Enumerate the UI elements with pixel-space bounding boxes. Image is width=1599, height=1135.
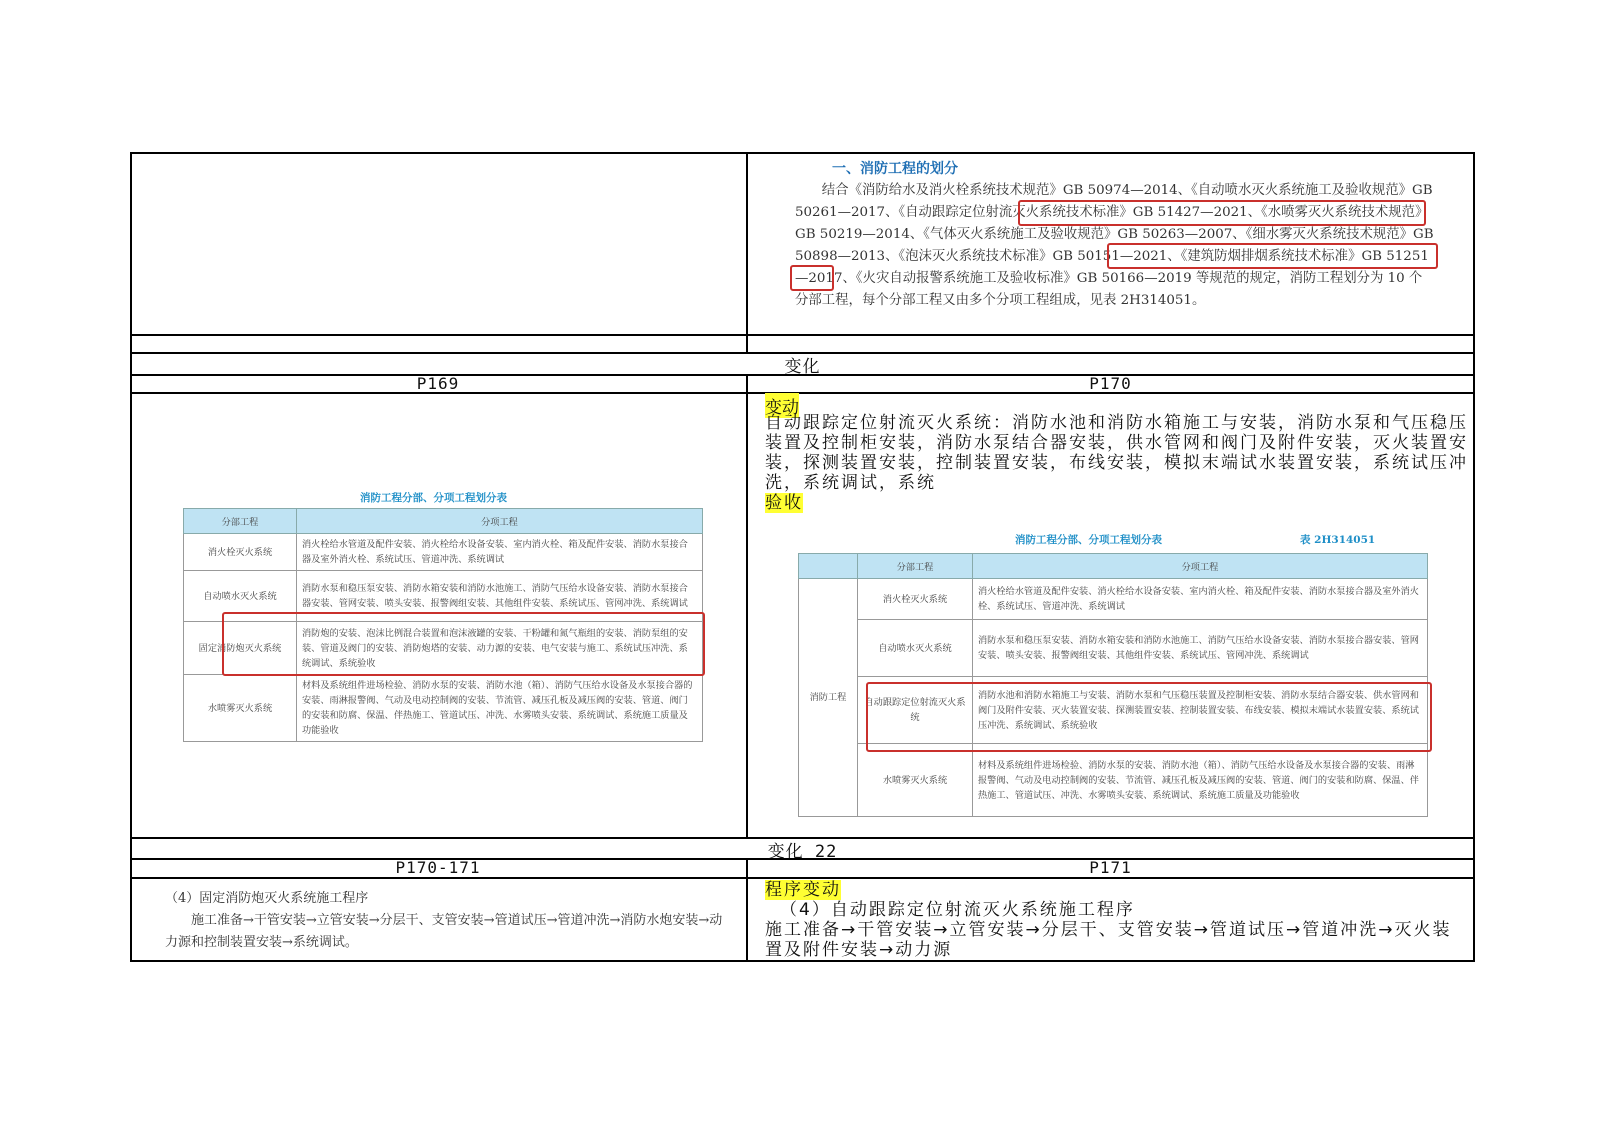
division-name: 自动喷水灭火系统 [184, 571, 297, 622]
right-table-number: 表 2H314051 [1300, 534, 1376, 546]
left-page-ref: P169 [416, 374, 460, 393]
group-name: 消防工程 [799, 579, 858, 817]
table-header: 分项工程 [297, 509, 703, 534]
subitems: 消防水泵和稳压泵安装、消防水箱安装和消防水池施工、消防气压给水设备安装、消防水泵接合器安装、管网安装、喷头安装、报警阀组安装、其他组件安装、系统试压、管网冲洗、系统调试 [297, 571, 703, 622]
division-name: 水喷雾灭火系统 [184, 675, 297, 742]
table-row [184, 534, 703, 571]
new-procedure [765, 880, 1470, 960]
change-heading: 变化 22 [767, 842, 838, 862]
left-page-ref: P170-171 [395, 858, 481, 877]
procedure-change-label: 程序变动 [765, 880, 841, 900]
highlight-box [790, 265, 834, 291]
change-text-end: 验收 [765, 493, 803, 513]
highlight-box [1018, 200, 1426, 226]
section-title: 一、消防工程的划分 [832, 161, 958, 177]
column-divider [746, 374, 748, 839]
standards-paragraph: 结合《消防给水及消火栓系统技术规范》GB 50974—2014、《自动喷水灭火系统施工及验收规范》GB 50261—2017、《自动跟踪定位射流灭火系统技术标准》GB 51427—2021、《水喷雾灭火系统技术规范》GB 50219—2014、《气体灭火系统施工及验收规范》GB 50263—2007、《细水雾灭火系统技术规范》GB 50898—2013、《泡沫灭火系统技术标准》GB 50151—2021、《建筑防烟排烟系统技术标准》GB 51251—2017、《火灾自动报警系统施工及验收标准》GB 50166—2019 等规范的规定，消防工程划分为 10 个分部工程，每个分部工程又由多个分项工程组成，见表 2H314051。 [795, 183, 1434, 308]
right-page-ref: P170 [1089, 374, 1132, 393]
division-name: 消火栓灭火系统 [858, 579, 973, 620]
table-row [799, 579, 1428, 620]
table-row [799, 744, 1428, 817]
change-label: 变动 [765, 393, 799, 418]
change-heading: 变化 [784, 357, 821, 377]
table-header: 分部工程 [858, 554, 973, 579]
subitems: 消防水池和消防水箱施工与安装、消防水泵和气压稳压装置及控制柜安装、消防水泵结合器安装、供水管网和阀门及附件安装、灭火装置安装、探测装置安装、控制装置安装、布线安装、模拟末端试水装置安装、系统试压冲洗、系统调试、系统验收 [973, 677, 1428, 744]
subitems: 材料及系统组件进场检验、消防水泵的安装、消防水池（箱）、消防气压给水设备及水泵接合器的安装、雨淋报警阀、气动及电动控制阀的安装、节流管、减压孔板及减压阀的安装、管道、阀门的安装和防腐、保温、伴热施工、管道试压、冲洗、水雾喷头安装、系统调试、系统施工质量及功能验收 [297, 675, 703, 742]
old-procedure [165, 888, 725, 954]
highlight-box [866, 682, 1432, 752]
subitems: 消防炮的安装、泡沫比例混合装置和泡沫液罐的安装、干粉罐和氮气瓶组的安装、消防泵组的安装、管道及阀门的安装、消防炮塔的安装、动力源的安装、电气安装与施工、系统试压冲洗、系统调试、系统验收 [297, 622, 703, 675]
subitems: 材料及系统组件进场检验、消防水泵的安装、消防水池（箱）、消防气压给水设备及水泵接合器的安装、雨淋报警阀、气动及电动控制阀的安装、节流管、减压孔板及减压阀的安装、管道、阀门的安装和防腐、保温、伴热施工、管道试压、冲洗、水雾喷头安装、系统调试、系统施工质量及功能验收 [973, 744, 1428, 817]
highlight-box [222, 612, 705, 676]
division-name: 水喷雾灭火系统 [858, 744, 973, 817]
division-name: 自动跟踪定位射流灭火系统 [858, 677, 973, 744]
change-description [765, 413, 1470, 513]
table-top-border [130, 152, 1475, 154]
highlight-box [1107, 243, 1438, 269]
row-divider [130, 334, 1475, 336]
left-table-title: 消防工程分部、分项工程划分表 [360, 492, 507, 504]
row-divider [130, 877, 1475, 879]
table-row [799, 620, 1428, 677]
procedure-text: 施工准备→干管安装→立管安装→分层干、支管安装→管道试压→管道冲洗→灭火装置及附件安装→动力源 [765, 920, 1452, 960]
table-header: 分项工程 [973, 554, 1428, 579]
procedure-title: （4）自动跟踪定位射流灭火系统施工程序 [780, 900, 1135, 920]
subitems: 消防水泵和稳压泵安装、消防水箱安装和消防水池施工、消防气压给水设备安装、消防水泵接合器安装、管网安装、喷头安装、报警阀组安装、其他组件安装、系统试压、管网冲洗、系统调试 [973, 620, 1428, 677]
procedure-title: （4）固定消防炮灭火系统施工程序 [165, 891, 369, 906]
change-text: 自动跟踪定位射流灭火系统：消防水池和消防水箱施工与安装，消防水泵和气压稳压装置及控制柜安装，消防水泵结合器安装，供水管网和阀门及附件安装，灭火装置安装，探测装置安装，控制装置安装，布线安装，模拟末端试水装置安装，系统试压冲洗，系统调试，系统 [765, 413, 1468, 493]
subitems: 消火栓给水管道及配件安装、消火栓给水设备安装、室内消火栓、箱及配件安装、消防水泵接合器及室外消火栓、系统试压、管道冲洗、系统调试 [297, 534, 703, 571]
division-name: 固定消防炮灭火系统 [184, 622, 297, 675]
subitems: 消火栓给水管道及配件安装、消火栓给水设备安装、室内消火栓、箱及配件安装、消防水泵接合器及室外消火栓、系统试压、管道冲洗、系统调试 [973, 579, 1428, 620]
table-bottom-border [130, 960, 1475, 962]
procedure-text: 施工准备→干管安装→立管安装→分层干、支管安装→管道试压→管道冲洗→消防水炮安装→动力源和控制装置安装→系统调试。 [165, 913, 723, 950]
right-page-ref: P171 [1089, 858, 1132, 877]
right-table-title: 消防工程分部、分项工程划分表 [1015, 534, 1162, 546]
column-divider [746, 152, 748, 352]
division-name: 消火栓灭火系统 [184, 534, 297, 571]
table-row [184, 675, 703, 742]
table-header: 分部工程 [184, 509, 297, 534]
division-name: 自动喷水灭火系统 [858, 620, 973, 677]
